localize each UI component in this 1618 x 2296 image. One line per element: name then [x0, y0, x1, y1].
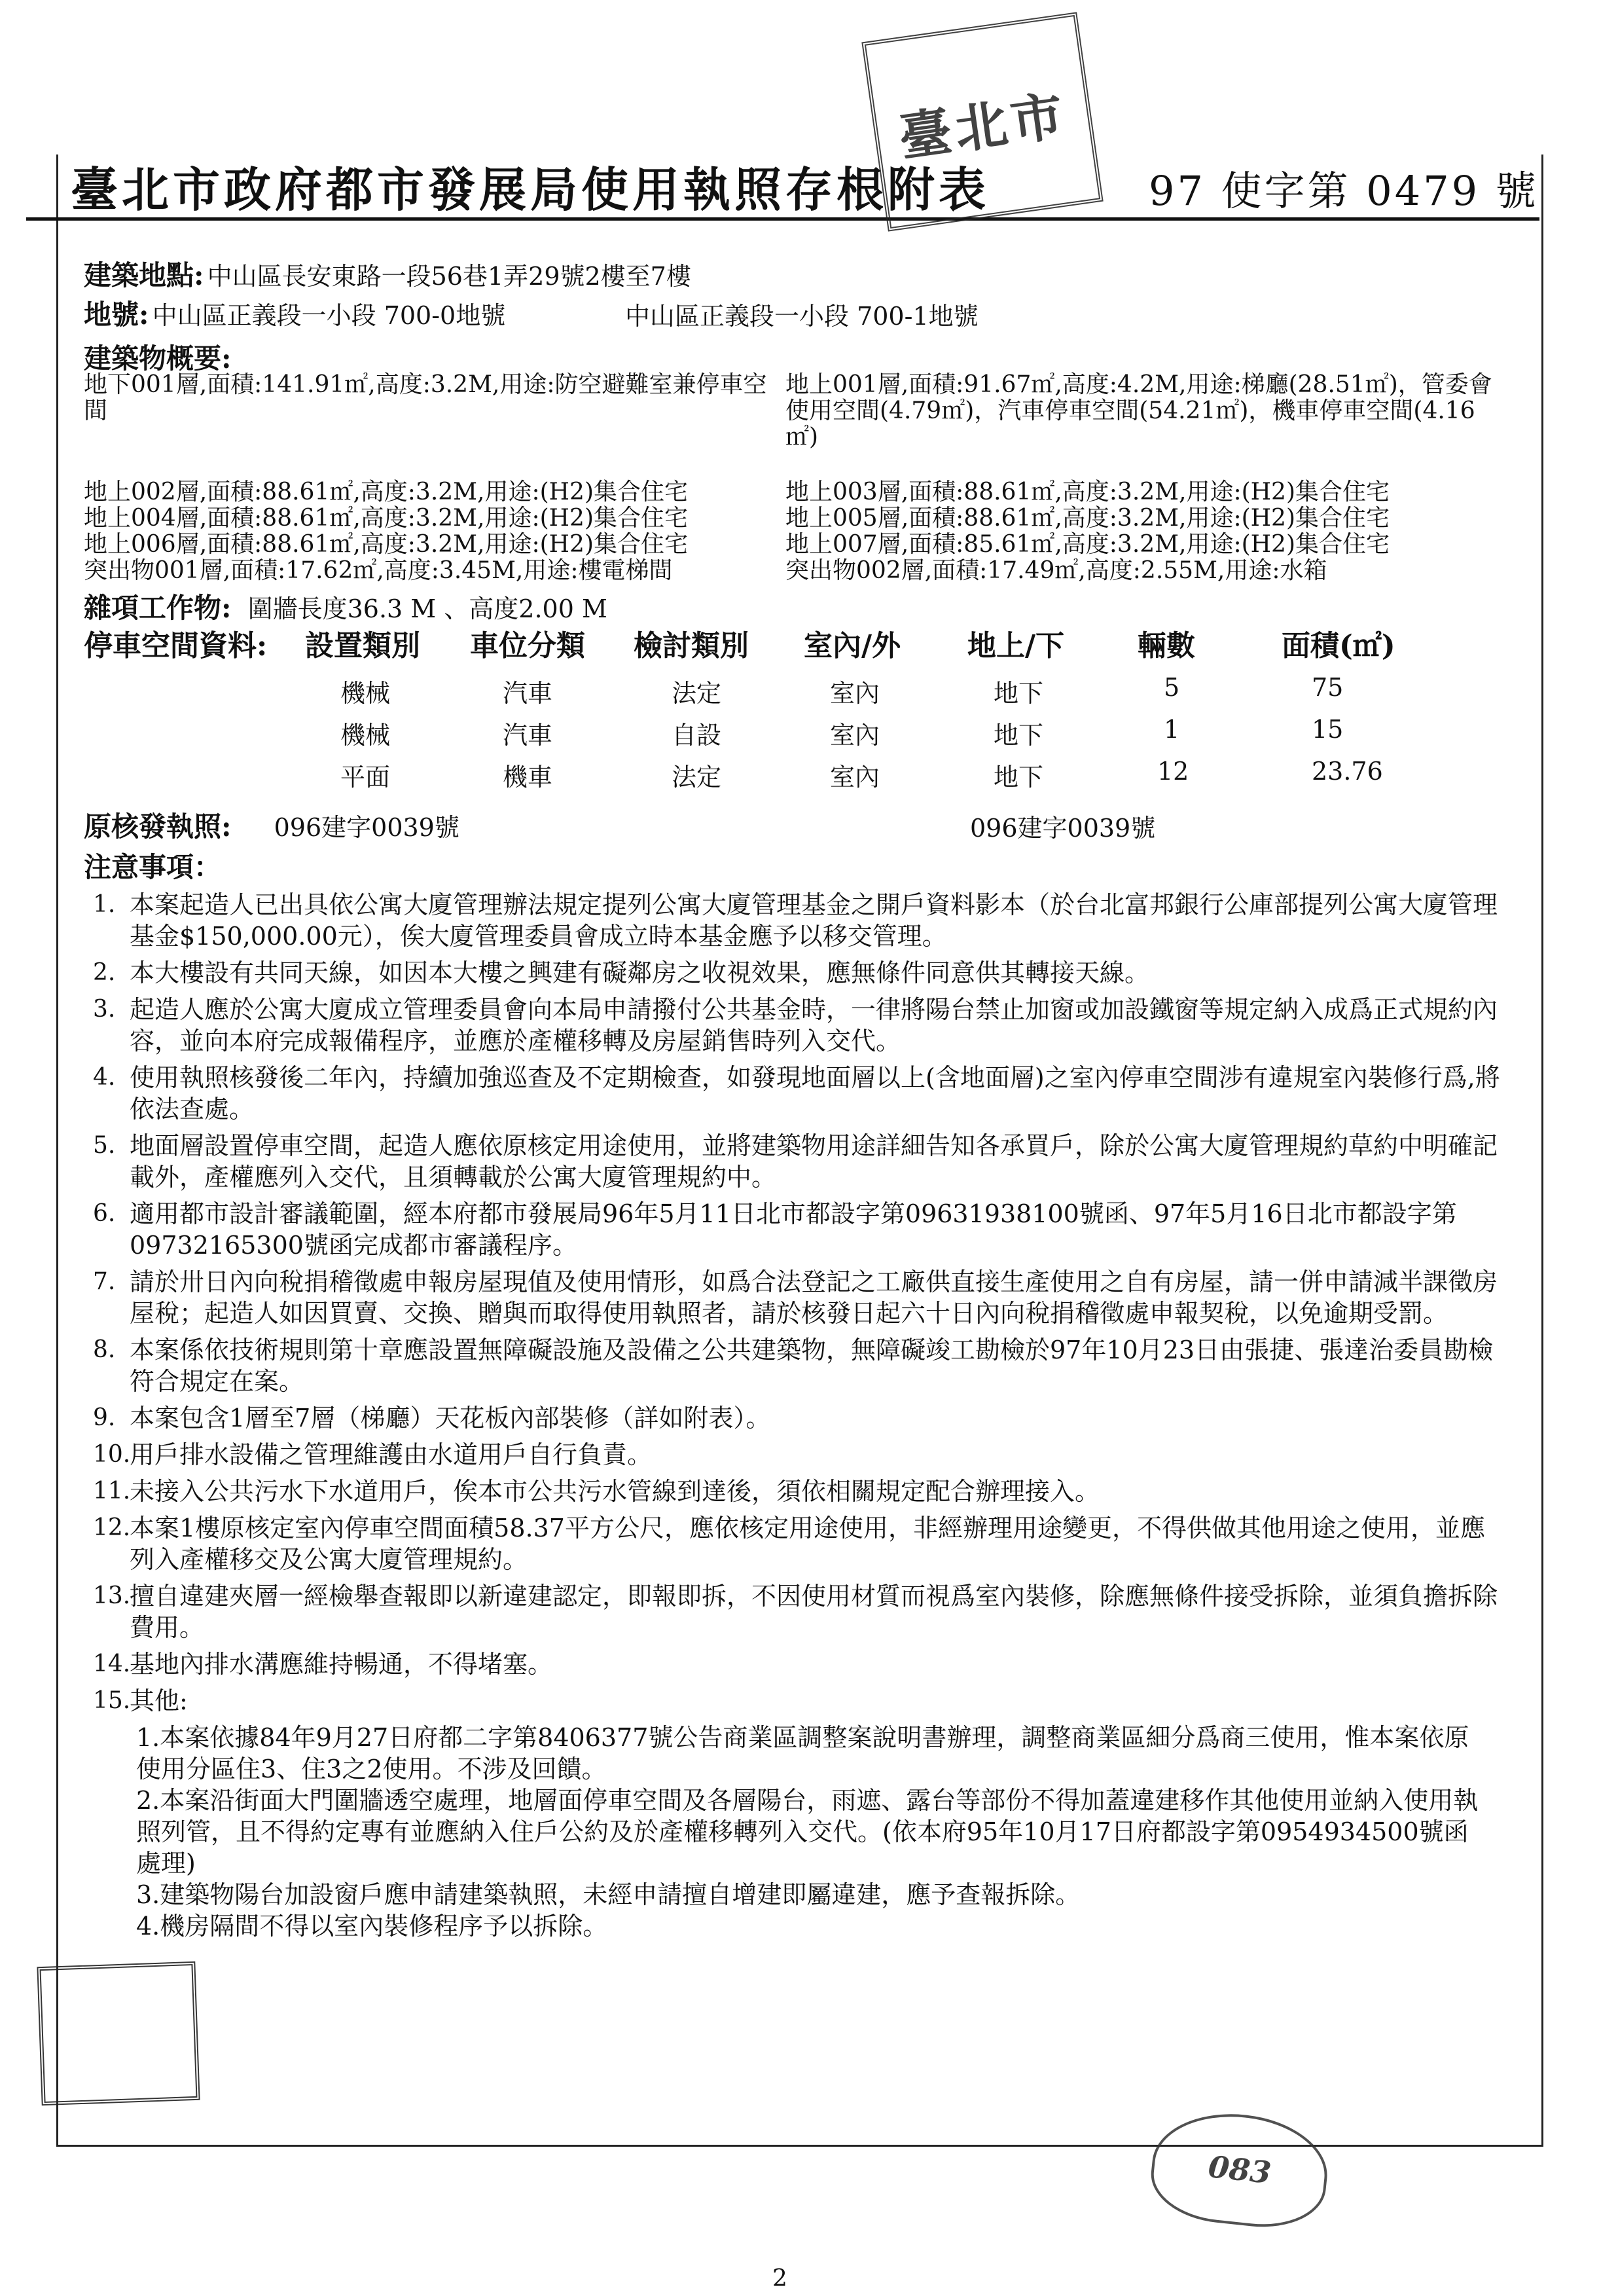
col-header: 室內/外	[804, 629, 901, 663]
table-cell: 機械	[340, 721, 391, 750]
note-text: 地面層設置停車空間，起造人應依原核定用途使用，並將建築物用途詳細告知各承買戶，除於公寓大廈管理規約草約中明確記載外，產權應列入交代，且須轉載於公寓大廈管理規約中。	[130, 1131, 1498, 1192]
table-cell: 機械	[340, 679, 391, 708]
col-header: 檢討類別	[634, 629, 749, 663]
sub-note: 3.建築物陽台加設窗戶應申請建築執照，未經申請擅自增建即屬違建，應予查報拆除。	[136, 1880, 1081, 1909]
floor-list-left	[84, 372, 778, 584]
misc-row	[84, 587, 607, 626]
floor-entry: 地上007層,面積:85.61㎡,高度:3.2M,用途:(H2)集合住宅	[785, 531, 1390, 558]
original-permit-row	[84, 805, 459, 845]
official-seal-bottom-left	[37, 1961, 200, 2105]
floor-entry: 地上002層,面積:88.61㎡,高度:3.2M,用途:(H2)集合住宅	[84, 479, 688, 505]
note-item	[77, 957, 1504, 989]
sub-note: 1.本案依據84年9月27日府都二字第8406377號公告商業區調整案說明書辦理，調整商業區細分爲商三使用，惟本案依原使用分區住3、住3之2使用。不涉及回饋。	[136, 1723, 1469, 1783]
note-item	[77, 1062, 1504, 1125]
table-cell: 機車	[503, 763, 553, 792]
lot-label: 地號:	[84, 299, 149, 331]
note-number: 5.	[93, 1132, 116, 1159]
note-item	[77, 1439, 1504, 1470]
original-permit-label: 原核發執照:	[84, 811, 232, 843]
note-item	[77, 1334, 1504, 1397]
note-item	[77, 1649, 1504, 1680]
note-item	[77, 1198, 1504, 1261]
floor-entry: 地上004層,面積:88.61㎡,高度:3.2M,用途:(H2)集合住宅	[84, 505, 688, 532]
lot-row	[84, 293, 505, 333]
official-seal-top: 臺北市	[861, 12, 1103, 231]
table-cell: 法定	[672, 679, 722, 708]
note-item	[77, 1130, 1504, 1193]
note-text: 本大樓設有共同天線，如因本大樓之興建有礙鄰房之收視效果，應無條件同意供其轉接天線。	[130, 958, 1150, 987]
table-cell: 12	[1157, 757, 1189, 786]
floor-entry: 地上003層,面積:88.61㎡,高度:3.2M,用途:(H2)集合住宅	[785, 479, 1390, 505]
note-item	[77, 994, 1504, 1057]
parking-label: 停車空間資料:	[84, 629, 268, 663]
note-text: 未接入公共污水下水道用戶，俟本市公共污水管線到達後，須依相關規定配合辦理接入。	[130, 1477, 1100, 1506]
note-number: 10.	[93, 1441, 131, 1468]
note-number: 2.	[93, 959, 116, 986]
note-number: 3.	[93, 996, 116, 1023]
original-permit-value-2: 096建字0039號	[970, 814, 1156, 843]
note-text: 本案包含1層至7層（梯廳）天花板內部裝修（詳如附表）。	[130, 1404, 771, 1432]
note-number: 14.	[93, 1650, 131, 1677]
table-cell: 23.76	[1312, 757, 1383, 786]
lot-value-1: 中山區正義段一小段 700-0地號	[152, 301, 506, 330]
note-text: 請於卅日內向稅捐稽徵處申報房屋現值及使用情形，如爲合法登記之工廠供直接生產使用之自有房屋，請一併申請減半課徵房屋稅；起造人如因買賣、交換、贈與而取得使用執照者，請於核發日起六十日內向稅捐稽徵處申報契稅，以免逾期受罰。	[130, 1267, 1498, 1328]
table-cell: 1	[1164, 715, 1180, 744]
table-cell: 地下	[994, 721, 1044, 750]
sub-note: 4.機房隔間不得以室內裝修程序予以拆除。	[136, 1912, 608, 1941]
table-cell: 汽車	[503, 679, 553, 708]
address-row	[84, 254, 691, 293]
col-header: 輛數	[1138, 629, 1195, 663]
floor-entry: 地上001層,面積:91.67㎡,高度:4.2M,用途:梯廳(28.51㎡)，管委會使用空間(4.79㎡)，汽車停車空間(54.21㎡)，機車停車空間(4.16㎡)	[785, 371, 1492, 450]
table-cell: 5	[1164, 673, 1180, 702]
col-header: 設置類別	[305, 629, 420, 663]
note-number: 1.	[93, 891, 116, 918]
table-cell: 地下	[994, 763, 1044, 792]
note-text: 本案起造人已出具依公寓大廈管理辦法規定提列公寓大廈管理基金之開戶資料影本（於台北富邦銀行公庫部提列公寓大廈管理基金$150,000.00元），俟大廈管理委員會成立時本基金應予以移交管理。	[130, 890, 1498, 951]
permit-number: 97 使字第 0479 號	[1149, 167, 1539, 215]
table-cell: 法定	[672, 763, 722, 792]
note-text: 擅自違建夾層一經檢舉查報即以新違建認定，即報即拆，不因使用材質而視爲室內裝修，除應無條件接受拆除，並須負擔拆除費用。	[130, 1582, 1498, 1642]
note-text: 用戶排水設備之管理維護由水道用戶自行負責。	[130, 1440, 653, 1469]
note-item	[77, 1476, 1504, 1507]
note-number: 11.	[93, 1478, 131, 1504]
notes-label: 注意事項：	[84, 851, 222, 883]
floor-entry: 地上006層,面積:88.61㎡,高度:3.2M,用途:(H2)集合住宅	[84, 531, 688, 558]
note-text: 本案1樓原核定室內停車空間面積58.37平方公尺，應依核定用途使用，非經辦理用途變更，不得供做其他用途之使用，並應列入產權移交及公寓大廈管理規約。	[130, 1514, 1485, 1574]
table-cell: 自設	[672, 721, 722, 750]
table-cell: 平面	[340, 763, 391, 792]
note-number: 4.	[93, 1064, 116, 1091]
note-number: 9.	[93, 1404, 116, 1431]
col-header: 車位分類	[470, 629, 585, 663]
note-number: 12.	[93, 1514, 131, 1541]
table-cell: 室內	[830, 721, 880, 750]
floor-entry: 地上005層,面積:88.61㎡,高度:3.2M,用途:(H2)集合住宅	[785, 505, 1390, 532]
note-item	[77, 1266, 1504, 1329]
address-label: 建築地點:	[84, 259, 204, 291]
note-number: 8.	[93, 1336, 116, 1363]
note-number: 13.	[93, 1582, 131, 1609]
note-text: 適用都市設計審議範圍，經本府都市發展局96年5月11日北市都設字第09631938100號函、97年5月16日北市都設字第09732165300號函完成都市審議程序。	[130, 1199, 1457, 1260]
note-item	[77, 1685, 1504, 1717]
table-cell: 室內	[830, 763, 880, 792]
floor-list-right	[785, 372, 1499, 584]
misc-value: 圍牆長度36.3 M 、高度2.00 M	[247, 594, 607, 623]
overview-label: 建築物概要:	[84, 342, 232, 374]
note-item	[77, 889, 1504, 952]
floor-entry: 突出物001層,面積:17.62㎡,高度:3.45M,用途:樓電梯間	[84, 557, 673, 584]
note-number: 6.	[93, 1200, 116, 1227]
col-header: 面積(㎡)	[1282, 629, 1395, 663]
note-item	[77, 1580, 1504, 1643]
note-text: 其他:	[130, 1686, 188, 1715]
floor-entry: 突出物002層,面積:17.49㎡,高度:2.55M,用途:水箱	[785, 557, 1327, 584]
note-text: 本案係依技術規則第十章應設置無障礙設施及設備之公共建築物，無障礙竣工勘檢於97年10月23日由張捷、張達治委員勘檢符合規定在案。	[130, 1336, 1494, 1396]
note-item	[77, 1512, 1504, 1575]
note-text: 基地內排水溝應維持暢通，不得堵塞。	[130, 1650, 553, 1679]
note-text: 使用執照核發後二年內，持續加強巡查及不定期檢查，如發現地面層以上(含地面層)之室內停車空間涉有違規室內裝修行爲,將依法查處。	[130, 1063, 1500, 1123]
address-value: 中山區長安東路一段56巷1弄29號2樓至7樓	[207, 262, 691, 291]
col-header: 地上/下	[967, 629, 1065, 663]
table-cell: 地下	[994, 679, 1044, 708]
table-cell: 汽車	[503, 721, 553, 750]
sub-note: 2.本案沿街面大門圍牆透空處理，地層面停車空間及各層陽台，雨遮、露台等部份不得加蓋違建移作其他使用並納入使用執照列管，且不得約定專有並應納入住戶公約及於產權移轉列入交代。(依本府95年10月17日府都設字第0954934500號函處理)	[136, 1786, 1479, 1878]
table-cell: 15	[1312, 715, 1344, 744]
note-number: 7.	[93, 1268, 116, 1295]
misc-label: 雜項工作物:	[84, 592, 232, 624]
lot-value-2: 中山區正義段一小段 700-1地號	[625, 302, 979, 331]
notes-list	[77, 889, 1504, 1942]
note-item	[77, 1402, 1504, 1434]
page-number: 2	[772, 2265, 787, 2292]
round-seal-bottom: 083	[1147, 2105, 1333, 2233]
note-number: 15.	[93, 1687, 131, 1714]
original-permit-value-1: 096建字0039號	[274, 813, 459, 842]
floor-entry: 地下001層,面積:141.91㎡,高度:3.2M,用途:防空避難室兼停車空間	[84, 371, 767, 424]
document-title: 臺北市政府都市發展局使用執照存根附表	[71, 162, 990, 217]
table-cell: 室內	[830, 679, 880, 708]
table-cell: 75	[1312, 673, 1344, 702]
note-text: 起造人應於公寓大廈成立管理委員會向本局申請撥付公共基金時，一律將陽台禁止加窗或加設鐵窗等規定納入成爲正式規約內容，並向本府完成報備程序，並應於產權移轉及房屋銷售時列入交代。	[130, 995, 1498, 1055]
